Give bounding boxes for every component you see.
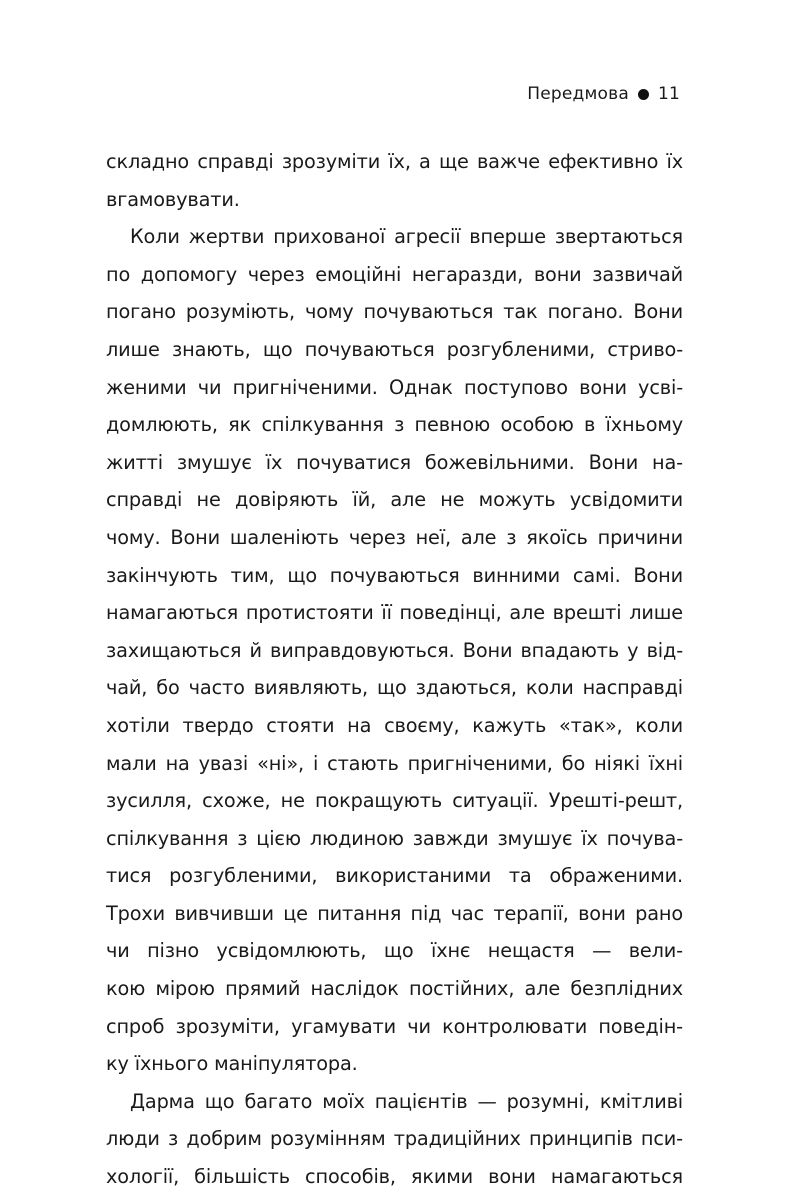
text-line: складно справді зрозуміти їх, а ще важче ефективно їх	[106, 150, 683, 173]
page-number: 11	[657, 84, 680, 104]
chapter-title: Передмова	[527, 84, 629, 104]
text-line: женими чи пригніченими. Однак поступово вони усві-	[106, 375, 683, 399]
text-line: справді не довіряють їй, але не можуть усвідомити	[106, 488, 683, 512]
text-line: намагаються протистояти її поведінці, але врешті лише	[106, 601, 683, 625]
bullet-separator-icon	[638, 89, 649, 100]
text-line: кою мірою прямий наслідок постійних, але безплідних	[106, 977, 683, 1001]
text-line: мали на увазі «ні», і стають пригніченими, бо ніякі їхні	[106, 751, 683, 775]
text-line: люди з добрим розумінням традиційних принципів пси-	[106, 1127, 683, 1151]
text-line: Дарма що багато моїх пацієнтів — розумні, кмітливі	[130, 1089, 683, 1113]
text-line: ку їхнього маніпулятора.	[106, 1052, 358, 1076]
text-line: Коли жертви прихованої агресії вперше звертаються	[130, 225, 683, 249]
text-line: чи пізно усвідомлюють, що їхнє нещастя — вели-	[106, 939, 683, 963]
text-line: зусилля, схоже, не покращують ситуації. Урешті-решт,	[106, 789, 683, 813]
body-text	[106, 143, 683, 1196]
text-line: вгамовувати.	[106, 187, 240, 211]
text-line: закінчують тим, що почуваються винними самі. Вони	[106, 563, 683, 587]
text-line: погано розуміють, чому почуваються так погано. Вони	[106, 300, 683, 324]
text-line: лише знають, що почуваються розгубленими, стриво-	[106, 337, 683, 361]
text-line: хотіли твердо стояти на своєму, кажуть «так», коли	[106, 713, 683, 737]
text-line: тися розгубленими, використаними та ображеними.	[106, 864, 683, 888]
running-head	[527, 84, 680, 104]
text-line: Трохи вивчивши це питання під час терапії, вони рано	[106, 901, 683, 925]
text-line: чому. Вони шаленіють через неї, але з якоїсь причини	[106, 525, 683, 549]
text-line: хології, більшість способів, якими вони намагаються	[106, 1165, 683, 1189]
text-line: спілкування з цією людиною завжди змушує їх почува-	[106, 826, 683, 850]
text-line: захищаються й виправдовуються. Вони впадають у від-	[106, 638, 683, 662]
text-line: спроб зрозуміти, угамувати чи контролювати поведін-	[106, 1014, 683, 1038]
text-line: домлюють, як спілкування з певною особою в їхньому	[106, 413, 683, 437]
text-line: по допомогу через емоційні негаразди, вони зазвичай	[106, 262, 683, 286]
text-line: чай, бо часто виявляють, що здаються, коли насправді	[106, 676, 683, 700]
text-line: житті змушує їх почуватися божевільними. Вони на-	[106, 450, 683, 474]
